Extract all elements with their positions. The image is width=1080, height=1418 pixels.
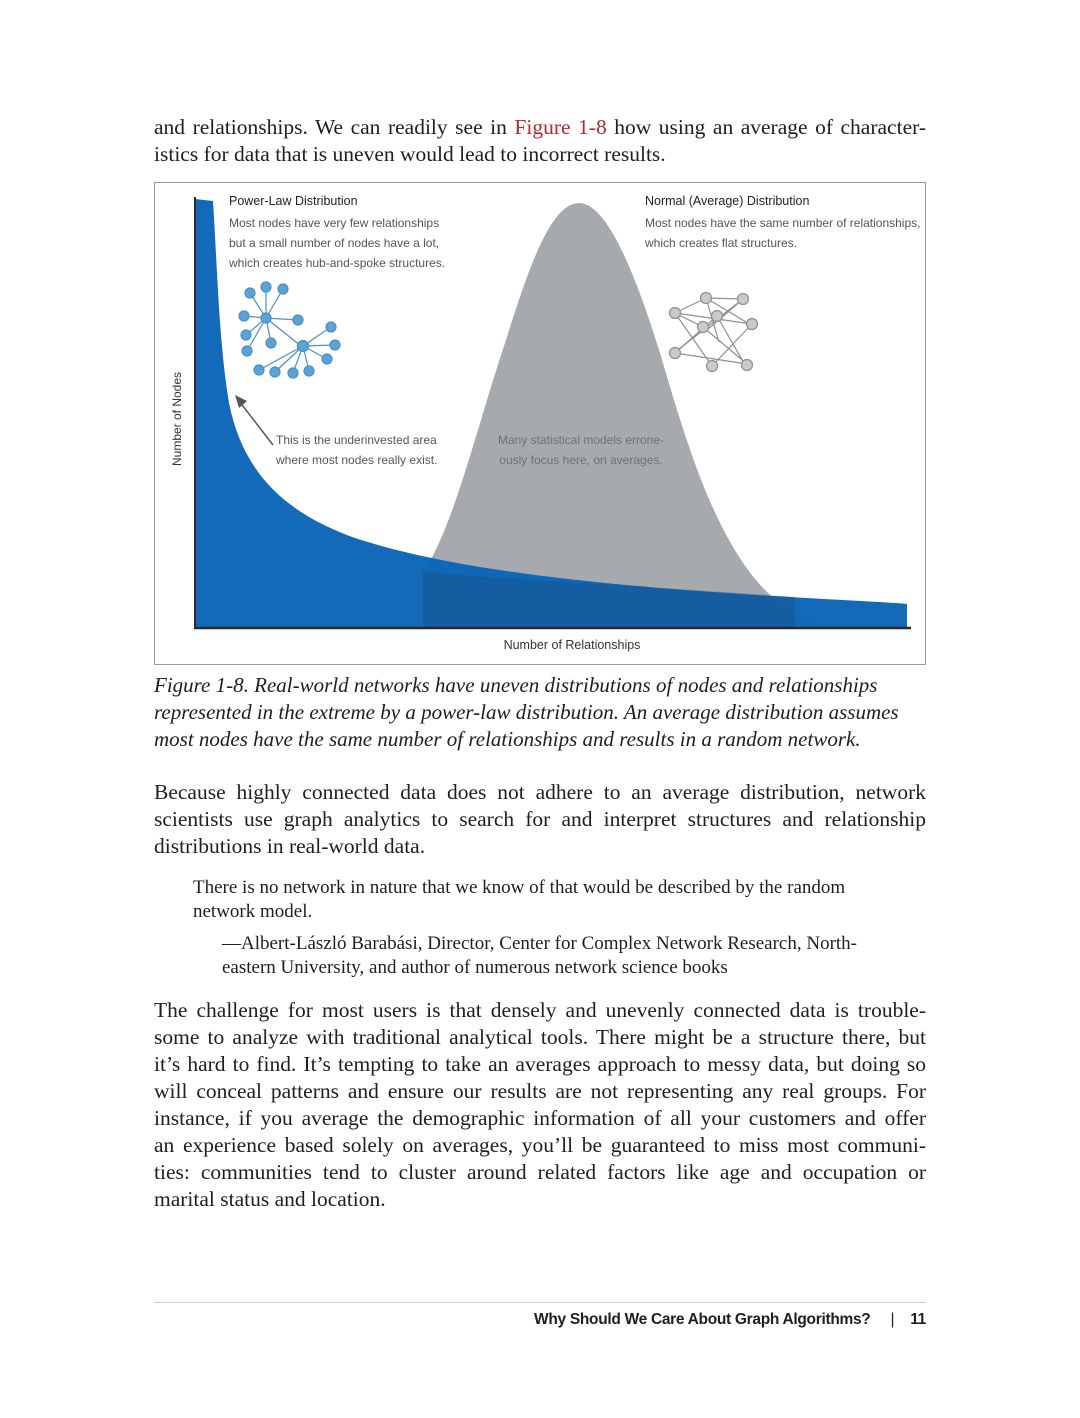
underinvested-annotation-1: This is the underinvested area: [276, 433, 437, 447]
intro-line-1: [154, 114, 926, 141]
intro-text: and relationships. We can readily see in: [154, 115, 515, 139]
para3-line: marital status and location.: [154, 1187, 386, 1211]
para2-line: distributions in real-world data.: [154, 834, 426, 858]
models-annotation-2: ously focus here, on averages.: [499, 453, 663, 467]
para3-line: will conceal patterns and ensure our results are not representing any real groups. For: [154, 1079, 926, 1103]
body-paragraph-3: [154, 997, 926, 1213]
attribution-line: eastern University, and author of numerous network science books: [222, 957, 728, 978]
distribution-chart: [155, 183, 927, 666]
caption-line: Figure 1-8. Real-world networks have uneven distributions of nodes and relationships: [154, 673, 878, 697]
normal-title: Normal (Average) Distribution: [645, 194, 810, 208]
block-quote: [193, 876, 893, 924]
page-footer: [534, 1310, 926, 1330]
random-network-icon: [670, 293, 758, 372]
underinvested-annotation-2: where most nodes really exist.: [276, 453, 438, 467]
page-number: 11: [910, 1311, 926, 1328]
figure-link[interactable]: Figure 1-8: [514, 115, 607, 139]
body-paragraph-2: [154, 779, 926, 860]
quote-line: There is no network in nature that we know of that would be described by the random: [193, 877, 846, 898]
models-annotation-1: Many statistical models errone-: [497, 433, 665, 447]
quote-attribution: [222, 932, 902, 980]
para2-line: scientists use graph analytics to search for and interpret structures and relationship: [154, 807, 926, 831]
arrow-icon: [235, 395, 273, 445]
hub-and-spoke-network-icon: [239, 282, 340, 378]
normal-desc-2: which creates flat structures.: [645, 236, 798, 250]
normal-desc-1: Most nodes have the same number of relationships,: [645, 216, 921, 230]
caption-line: represented in the extreme by a power-law distribution. An average distribution assumes: [154, 700, 899, 724]
normal-distribution-curve: [423, 203, 815, 623]
intro-line-2: istics for data that is uneven would lead to incorrect results.: [154, 142, 666, 166]
footer-divider: [154, 1302, 926, 1303]
power-law-desc-1: Most nodes have very few relationships: [229, 216, 440, 230]
para3-line: ties: communities tend to cluster around related factors like age and occupation or: [154, 1160, 926, 1184]
footer-separator: |: [890, 1311, 895, 1328]
para3-line: some to analyze with traditional analytical tools. There might be a structure there, but: [154, 1025, 926, 1049]
intro-text: how using an average of character-: [606, 115, 927, 139]
attribution-line: —Albert-László Barabási, Director, Center for Complex Network Research, North-: [222, 933, 857, 954]
para3-line: an experience based solely on averages, you’ll be guaranteed to miss most communi-: [154, 1133, 926, 1157]
power-law-title: Power-Law Distribution: [229, 194, 358, 208]
y-axis-label: Number of Nodes: [170, 371, 184, 467]
figure-1-8: [154, 182, 926, 665]
para3-line: The challenge for most users is that densely and unevenly connected data is trouble-: [154, 998, 926, 1022]
running-footer-title: Why Should We Care About Graph Algorithms?: [534, 1311, 871, 1328]
power-law-desc-2: but a small number of nodes have a lot,: [229, 236, 440, 250]
para2-line: Because highly connected data does not adhere to an average distribution, network: [154, 780, 926, 804]
caption-line: most nodes have the same number of relationships and results in a random network.: [154, 727, 861, 751]
quote-line: network model.: [193, 901, 313, 922]
para3-line: it’s hard to find. It’s tempting to take an averages approach to messy data, but doing so: [154, 1052, 926, 1076]
figure-caption: [154, 672, 926, 753]
intro-paragraph: [154, 114, 926, 168]
power-law-desc-3: which creates hub-and-spoke structures.: [229, 256, 446, 270]
para3-line: instance, if you average the demographic information of all your customers and offer: [154, 1106, 926, 1130]
x-axis-label: Number of Relationships: [503, 638, 641, 652]
